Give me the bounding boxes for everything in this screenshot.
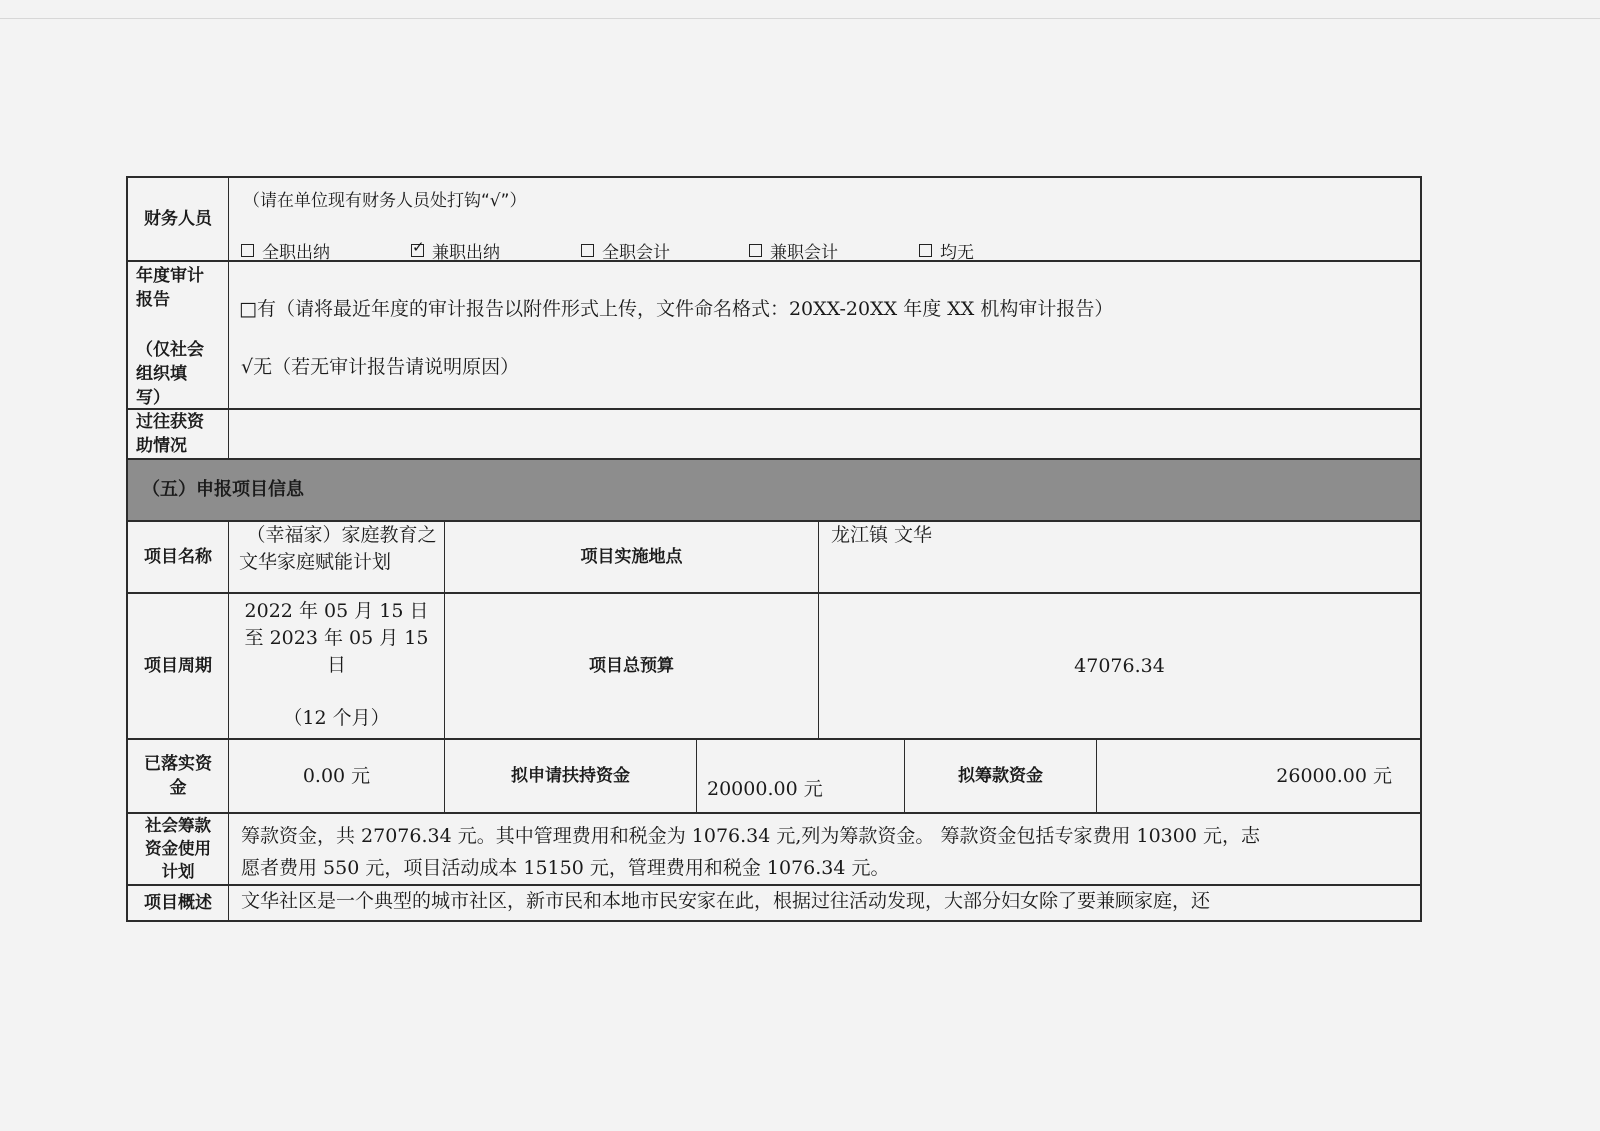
- project-overview-text: 文华社区是一个典型的城市社区，新市民和本地市民安家在此，根据过往活动发现，大部分妇女除了要兼顾家庭，还: [228, 886, 1420, 920]
- project-overview-label: 项目概述: [144, 893, 212, 913]
- social-label-line: 计划: [161, 862, 195, 881]
- social-label-line: 社会筹款: [145, 816, 211, 835]
- audit-note-line: （仅社会: [136, 340, 204, 360]
- section-header-row: [126, 460, 1422, 522]
- social-fund-plan-text: [228, 814, 1420, 884]
- past-funding-label-line: 过往获资: [136, 412, 204, 432]
- option-parttime-accountant[interactable]: [749, 238, 838, 263]
- audit-label-line: 报告: [136, 290, 170, 310]
- option-label: 兼职出纳: [432, 243, 500, 263]
- project-name-line: 文华家庭赋能计划: [239, 551, 392, 573]
- option-fulltime-cashier[interactable]: [241, 238, 330, 263]
- section-title: （五）申报项目信息: [142, 479, 304, 500]
- raise-funds-label: 拟筹款资金: [904, 740, 1096, 812]
- option-label: 均无: [940, 243, 974, 263]
- audit-option-yes[interactable]: □有（请将最近年度的审计报告以附件形式上传，文件命名格式：20XX-20XX 年度 XX 机构审计报告）: [239, 298, 1114, 320]
- period-line: 日: [326, 654, 346, 676]
- past-funding-row: [126, 410, 1422, 460]
- funding-row: [126, 740, 1422, 814]
- social-fund-plan-row: [126, 814, 1422, 886]
- checkbox-icon[interactable]: [749, 244, 762, 257]
- project-location-label: 项目实施地点: [444, 522, 818, 592]
- secured-label-line: 已落实资: [144, 754, 212, 774]
- checkbox-icon[interactable]: [241, 244, 254, 257]
- finance-staff-label: 财务人员: [144, 209, 212, 229]
- finance-staff-content: [228, 178, 1420, 263]
- option-fulltime-accountant[interactable]: [581, 238, 670, 263]
- checkbox-icon[interactable]: [919, 244, 932, 257]
- finance-staff-row: [126, 176, 1422, 262]
- audit-report-content: [228, 262, 1420, 408]
- checkbox-icon[interactable]: [581, 244, 594, 257]
- social-plan-line: 愿者费用 550 元，项目活动成本 15150 元，管理费用和税金 1076.34 元。: [241, 857, 890, 879]
- audit-option-no[interactable]: √无（若无审计报告请说明原因）: [241, 356, 520, 378]
- project-name-value: [228, 522, 444, 592]
- project-location-value: 龙江镇 文华: [818, 522, 1420, 592]
- checked-checkbox-icon[interactable]: [411, 244, 424, 257]
- apply-funds-label: 拟申请扶持资金: [444, 740, 696, 812]
- project-budget-value: 47076.34: [818, 594, 1420, 738]
- secured-funds-value: 0.00 元: [228, 740, 444, 812]
- project-period-value: [228, 594, 444, 738]
- project-name-row: [126, 522, 1422, 594]
- past-funding-value[interactable]: [228, 410, 1420, 458]
- audit-label-line: 年度审计: [136, 266, 204, 286]
- secured-label-line: 金: [169, 778, 187, 798]
- project-period-label: 项目周期: [144, 656, 212, 676]
- project-budget-label: 项目总预算: [444, 594, 818, 738]
- finance-instruction: （请在单位现有财务人员处打钩“√”）: [243, 191, 527, 211]
- period-months: （12 个月）: [283, 707, 390, 729]
- page-top-edge: [0, 18, 1600, 19]
- apply-funds-value: 20000.00 元: [696, 740, 904, 812]
- project-period-row: [126, 594, 1422, 740]
- option-label: 全职会计: [602, 243, 670, 263]
- audit-report-row: [126, 262, 1422, 410]
- social-label-line: 资金使用: [145, 839, 211, 858]
- audit-report-label: [128, 262, 228, 408]
- past-funding-label: [128, 410, 228, 458]
- period-line: 至 2023 年 05 月 15: [244, 627, 429, 649]
- past-funding-label-line: 助情况: [136, 436, 187, 456]
- audit-note-line: 写）: [136, 388, 170, 408]
- project-name-line: （幸福家）家庭教育之: [246, 524, 437, 546]
- application-form-table: [126, 176, 1422, 922]
- project-overview-row: [126, 886, 1422, 922]
- raise-funds-value: 26000.00 元: [1096, 740, 1420, 812]
- option-label: 兼职会计: [770, 243, 838, 263]
- option-parttime-cashier[interactable]: [411, 238, 500, 263]
- social-plan-line: 筹款资金，共 27076.34 元。其中管理费用和税金为 1076.34 元,列为筹款资金。 筹款资金包括专家费用 10300 元，志: [241, 825, 1260, 847]
- project-name-label: 项目名称: [144, 547, 212, 567]
- social-fund-plan-label: [128, 814, 228, 884]
- period-line: 2022 年 05 月 15 日: [244, 600, 429, 622]
- option-label: 全职出纳: [262, 243, 330, 263]
- audit-note-line: 组织填: [136, 364, 187, 384]
- option-none[interactable]: [919, 238, 974, 263]
- secured-funds-label: [128, 740, 228, 812]
